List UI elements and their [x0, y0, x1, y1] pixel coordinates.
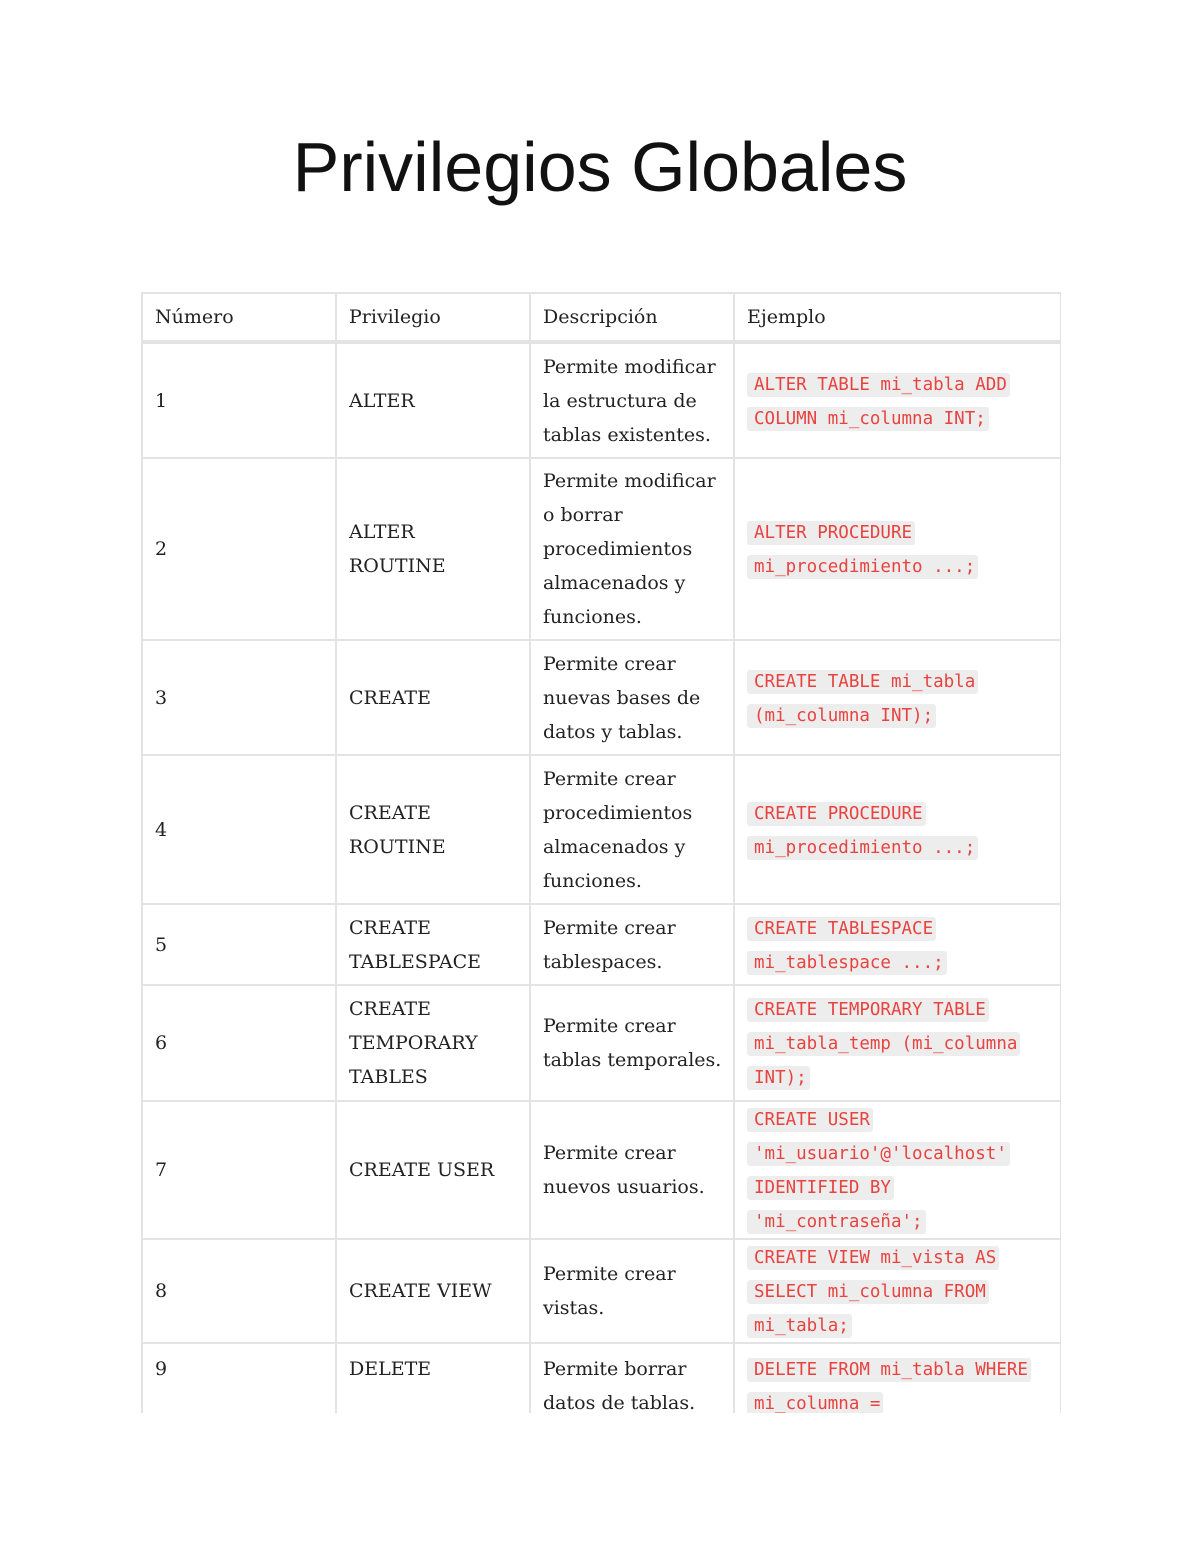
page-title: Privilegios Globales: [292, 128, 908, 206]
cell-ejemplo: [734, 755, 1061, 904]
cell-numero: 9: [142, 1343, 336, 1413]
code-example: ALTER TABLE mi_tabla ADD COLUMN mi_columna INT;: [747, 373, 1010, 431]
cell-numero: 6: [142, 985, 336, 1101]
code-example: CREATE TEMPORARY TABLE mi_tabla_temp (mi_columna INT);: [747, 998, 1020, 1090]
header-ejemplo: Ejemplo: [734, 293, 1061, 342]
cell-ejemplo: [734, 904, 1061, 985]
cell-numero: 1: [142, 342, 336, 458]
cell-privilegio: ALTER ROUTINE: [336, 458, 530, 640]
cell-ejemplo: [734, 985, 1061, 1101]
table-row: [142, 342, 1061, 458]
code-example: CREATE TABLESPACE mi_tablespace ...;: [747, 917, 947, 975]
table-header: [142, 293, 1061, 342]
cell-privilegio: CREATE USER: [336, 1101, 530, 1239]
code-example: ALTER PROCEDURE mi_procedimiento ...;: [747, 521, 978, 579]
table-row: [142, 1239, 1061, 1343]
cell-descripcion: Permite crear tablas temporales.: [530, 985, 734, 1101]
cell-numero: 4: [142, 755, 336, 904]
cell-privilegio: CREATE: [336, 640, 530, 755]
cell-numero: 7: [142, 1101, 336, 1239]
table-row: [142, 458, 1061, 640]
code-example: CREATE TABLE mi_tabla (mi_columna INT);: [747, 670, 978, 728]
table-row: [142, 1101, 1061, 1239]
cell-descripcion: Permite crear vistas.: [530, 1239, 734, 1343]
cell-privilegio: CREATE TEMPORARY TABLES: [336, 985, 530, 1101]
cell-descripcion: Permite crear nuevas bases de datos y tablas.: [530, 640, 734, 755]
table-body: [142, 342, 1061, 1413]
code-example: CREATE PROCEDURE mi_procedimiento ...;: [747, 802, 978, 860]
cell-ejemplo: [734, 1101, 1061, 1239]
cell-numero: 3: [142, 640, 336, 755]
header-privilegio: Privilegio: [336, 293, 530, 342]
cell-descripcion: Permite modificar o borrar procedimientos almacenados y funciones.: [530, 458, 734, 640]
cell-numero: 8: [142, 1239, 336, 1343]
table-row: [142, 985, 1061, 1101]
cell-descripcion: Permite crear tablespaces.: [530, 904, 734, 985]
cell-ejemplo: [734, 342, 1061, 458]
cell-privilegio: CREATE TABLESPACE: [336, 904, 530, 985]
code-example: DELETE FROM mi_tabla WHERE mi_columna =: [747, 1358, 1031, 1413]
table-row: [142, 640, 1061, 755]
cell-privilegio: DELETE: [336, 1343, 530, 1413]
cell-ejemplo: [734, 1239, 1061, 1343]
header-descripcion: Descripción: [530, 293, 734, 342]
header-row: [142, 293, 1061, 342]
table-row: [142, 1343, 1061, 1413]
privileges-table: [141, 292, 1061, 1413]
cell-numero: 2: [142, 458, 336, 640]
table-row: [142, 755, 1061, 904]
cell-descripcion: Permite borrar datos de tablas.: [530, 1343, 734, 1413]
cell-numero: 5: [142, 904, 336, 985]
cell-ejemplo: [734, 640, 1061, 755]
header-numero: Número: [142, 293, 336, 342]
cell-descripcion: Permite modificar la estructura de tablas existentes.: [530, 342, 734, 458]
privileges-table-container: [141, 292, 1061, 1413]
cell-descripcion: Permite crear procedimientos almacenados y funciones.: [530, 755, 734, 904]
cell-ejemplo: [734, 1343, 1061, 1413]
cell-privilegio: CREATE ROUTINE: [336, 755, 530, 904]
table-row: [142, 904, 1061, 985]
cell-descripcion: Permite crear nuevos usuarios.: [530, 1101, 734, 1239]
code-example: CREATE VIEW mi_vista AS SELECT mi_columna FROM mi_tabla;: [747, 1246, 999, 1338]
code-example: CREATE USER 'mi_usuario'@'localhost' IDENTIFIED BY 'mi_contraseña';: [747, 1108, 1010, 1234]
cell-ejemplo: [734, 458, 1061, 640]
cell-privilegio: CREATE VIEW: [336, 1239, 530, 1343]
cell-privilegio: ALTER: [336, 342, 530, 458]
